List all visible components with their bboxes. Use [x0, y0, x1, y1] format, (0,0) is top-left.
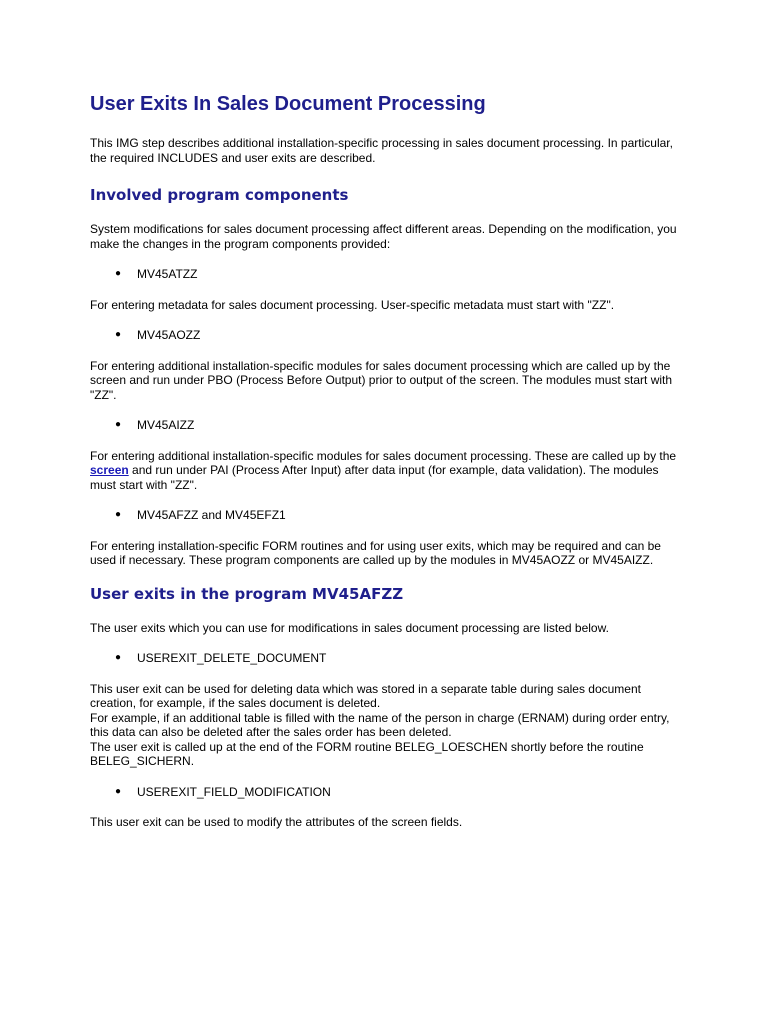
description-text: and run under PAI (Process After Input) after data input (for example, data validation). The modules must start with "ZZ". [90, 463, 659, 492]
list-item-label: MV45AOZZ [137, 328, 201, 342]
item-description: This user exit can be used to modify the attributes of the screen fields. [90, 815, 463, 829]
list-item-label: MV45AFZZ and MV45EFZ1 [137, 508, 286, 522]
item-description: For entering metadata for sales document processing. User-specific metadata must start with "ZZ". [90, 297, 615, 312]
bullet-icon: ● [115, 268, 122, 279]
bullet-icon: ● [115, 419, 122, 430]
list-item-mv45aozz [115, 328, 678, 343]
item-description: For entering installation-specific FORM routines and for using user exits, which may be required and can be used if necessary. These program components are called up by the modules in MV45AOZZ or MV45AIZZ. [90, 538, 661, 567]
list-item-label: USEREXIT_DELETE_DOCUMENT [137, 651, 327, 665]
user-exits-lead-paragraph: The user exits which you can use for modifications in sales document processing are listed below. [90, 620, 609, 635]
list-item-label: USEREXIT_FIELD_MODIFICATION [137, 784, 331, 799]
description-line: This user exit can be used for deleting data which was stored in a separate table during sales document creation, for example, if the sales document is deleted. [90, 681, 641, 710]
description-line: For example, if an additional table is filled with the name of the person in charge (ERNAM) during order entry, this data can also be deleted after the sales order has been deleted. [90, 710, 670, 739]
description-line: The user exit is called up at the end of the FORM routine BELEG_LOESCHEN shortly before the routine BELEG_SICHERN. [90, 739, 644, 768]
description-text: For entering additional installation-specific modules for sales document processing. These are called up by the [90, 448, 677, 463]
bullet-icon: ● [115, 329, 122, 340]
bullet-list [90, 508, 678, 523]
bullet-list [90, 328, 678, 343]
list-item-mv45atzz [115, 267, 678, 282]
bullet-list [90, 785, 678, 800]
intro-paragraph: This IMG step describes additional installation-specific processing in sales document processing. In particular, the required INCLUDES and user exits are described. [90, 136, 673, 165]
page-title: User Exits In Sales Document Processing [90, 93, 486, 115]
list-item-mv45afzz [115, 508, 678, 523]
bullet-list [90, 651, 678, 666]
list-item-userexit-delete-document [115, 651, 678, 666]
item-description [90, 449, 678, 493]
list-item-userexit-field-modification [115, 784, 678, 800]
list-item-mv45aizz [115, 418, 678, 433]
list-item-label: MV45ATZZ [137, 267, 198, 281]
section-heading-components: Involved program components [90, 186, 349, 204]
bullet-icon: ● [115, 785, 122, 797]
screen-link[interactable]: screen [90, 463, 129, 477]
section-heading-user-exits: User exits in the program MV45AFZZ [90, 584, 404, 603]
list-item-label: MV45AIZZ [137, 418, 195, 432]
item-description [90, 682, 678, 769]
bullet-list [90, 418, 678, 433]
components-lead-paragraph: System modifications for sales document processing affect different areas. Depending on the modification, you make the changes in the program components provided: [90, 222, 677, 251]
item-description: For entering additional installation-specific modules for sales document processing which are called up by the screen and run under PBO (Process Before Output) prior to output of the screen. The modules must start with "ZZ". [90, 358, 673, 402]
bullet-list [90, 267, 678, 282]
bullet-icon: ● [115, 509, 122, 520]
bullet-icon: ● [115, 652, 122, 663]
